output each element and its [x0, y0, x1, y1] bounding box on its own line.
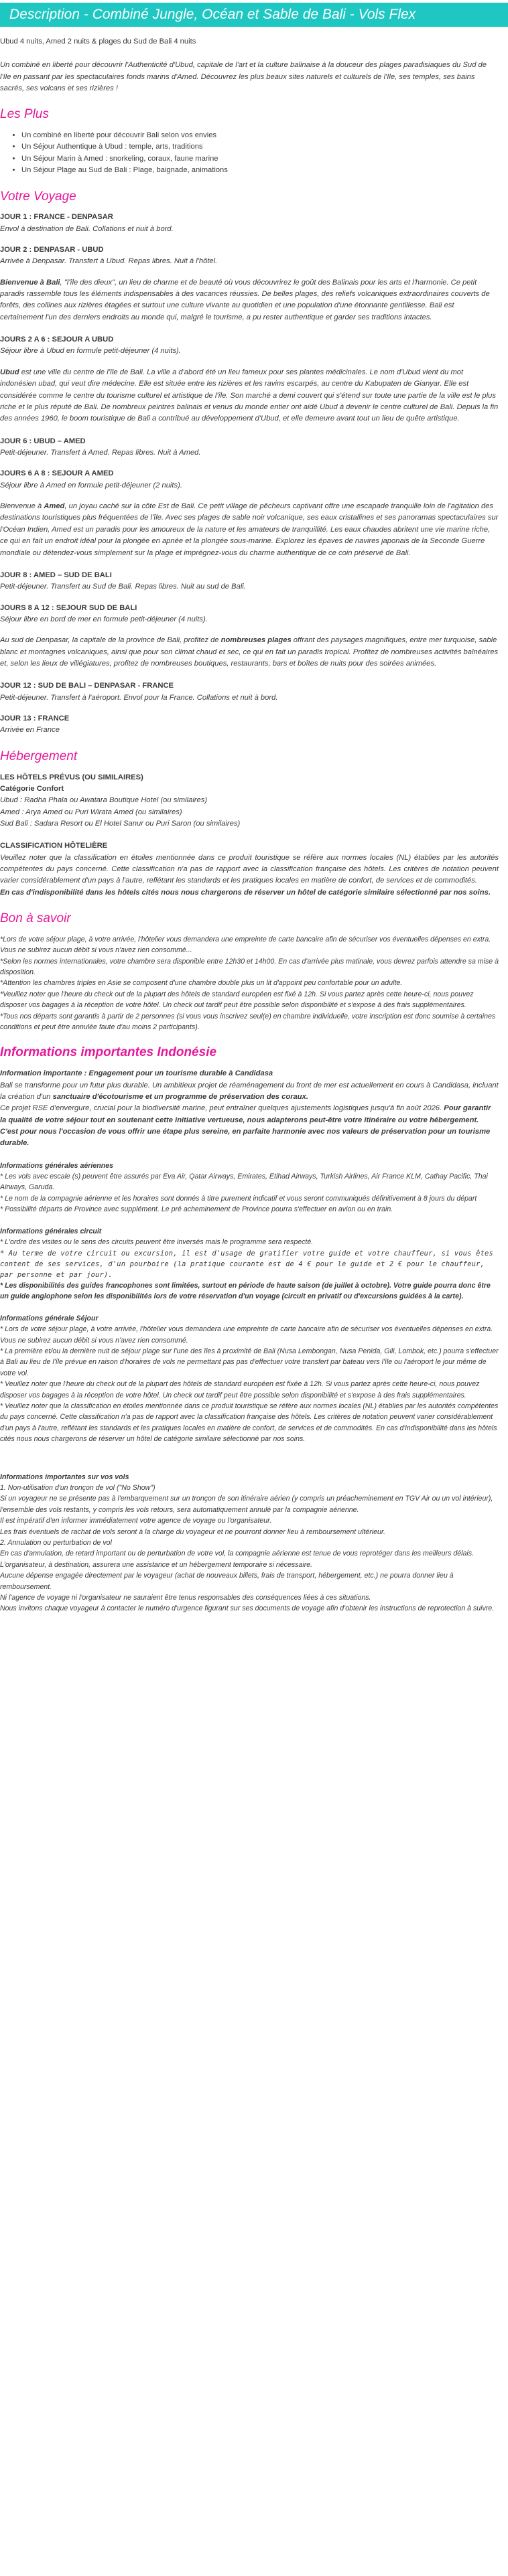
bold-lead: Amed: [44, 502, 65, 511]
aeriennes-line: * Le nom de la compagnie aérienne et les horaires sont donnés à titre purement indicatif et vous seront communiqués définitivement à 8 jours du départ: [0, 1194, 477, 1203]
page-title: Description - Combiné Jungle, Océan et Sable de Bali - Vols Flex: [0, 3, 508, 27]
vols-line: 1. Non-utilisation d'un tronçon de vol ("No Show"): [0, 1483, 155, 1492]
day-text: Envol à destination de Bali. Collations et nuit à bord.: [0, 224, 174, 233]
hotel-line: Ubud : Radha Phala ou Awatara Boutique Hotel (ou similaires): [0, 796, 208, 805]
text-span: Bienvenue à: [0, 502, 44, 511]
day-title: JOUR 13 : FRANCE: [0, 714, 70, 723]
vols-line: L'organisateur, à destination, assurera une assistance et un hébergement temporaire si nécessaire.: [0, 1560, 313, 1569]
circuit-block: [0, 1226, 499, 1302]
sejour-line: * Lors de votre séjour plage, à votre arrivée, l'hôtelier vous demandera une empreinte de carte bancaire afin de sécuriser vos éventuelles dépenses en extra. Vous ne subirez aucun débit si vous n'avez rien consommé.: [0, 1325, 493, 1345]
circuit-line: * L'ordre des visites ou le sens des circuits peuvent être inversés mais le programme sera respecté.: [0, 1238, 314, 1247]
text-span: , un joyau caché sur la côte Est de Bali. Ce petit village de pêcheurs captivant offre une escapade tranquille loin de l'agitation des destinations touristiques plus fréquentées de l'île. Avec ses plages de sable noir volcanique, ses eaux cristallines et ses panoramas spectaculaires sur l'Océan Indien, Amed est un paradis pour les amoureux de la nature et les amateurs de tranquillité. Les eaux chaudes abritent une vie marine riche, ce qui en fait un endroit idéal pour la plongée en apnée et la plongée sous-marine. Explorez les épaves de navires japonais de la Seconde Guerre mondiale ou détendez-vous simplement sur la plage et imprégnez-vous du charme authentique de ce coin préservé de Bali.: [0, 502, 499, 557]
day-title: JOURS 2 A 6 : SEJOUR A UBUD: [0, 335, 114, 344]
sud-description: [0, 635, 499, 670]
vols-line: Nous invitons chaque voyageur à contacter le numéro d'urgence figurant sur ses documents de voyage afin d'obtenir les instructions de reprotection à suivre.: [0, 1604, 495, 1613]
savoir-line: *Selon les normes internationales, votre chambre sera disponible entre 12h30 et 14h00. En cas d'arrivée plus matinale, vous devrez parfois attendre sa mise à disposition.: [0, 957, 499, 977]
aeriennes-title: Informations générales aériennes: [0, 1161, 113, 1170]
vols-title: Informations importantes sur vos vols: [0, 1472, 129, 1481]
aeriennes-block: [0, 1160, 499, 1215]
day-title: JOUR 6 : UBUD – AMED: [0, 437, 86, 445]
section-heading-voyage: Votre Voyage: [0, 189, 76, 204]
savoir-line: *Veuillez noter que l'heure du check out de la plupart des hôtels de standard européen est fixé à 12h. Si vous partez après cette heure-ci, nous pouvez disposer vos bagages à la réception de votre hôtel. Un check out tardif peut être possible selon disponibilité et s'expose à des frais supplémentaires.: [0, 990, 474, 1010]
classification-bold: En cas d'indisponibilité dans les hôtels cités nous nous chargerons de réserver un hôtel de catégorie similaire sélectionné par nos soins.: [0, 888, 491, 897]
bold-text: nombreuses plages: [220, 636, 292, 645]
hotels-title: LES HÔTELS PRÉVUS (OU SIMILAIRES): [0, 773, 143, 781]
day-title: JOUR 8 : AMED – SUD DE BALI: [0, 571, 112, 579]
text-span: Ce projet RSE d'envergure, crucial pour la biodiversité marine, peut entraîner quelques ajustements logistiques jusqu'à fin août 2026.: [0, 1104, 444, 1113]
vols-line: Si un voyageur ne se présente pas à l'embarquement sur un tronçon de son itinéraire aérien (y compris un préacheminement en TGV Air ou un vol intérieur), l'ensemble des vols restants, y compris les vols retours, sera automatiquement annulé par la compagnie aérienne.: [0, 1495, 493, 1514]
day-title: JOUR 2 : DENPASAR - UBUD: [0, 245, 104, 254]
classification-text: Veuillez noter que la classification en étoiles mentionnée dans ce produit touristique se réfère aux normes locales (NL) établies par les autorités compétentes du pays concerné. Cette classification n'a pas de rapport avec la classification française des hôtels. Les critères de notation peuvent varier considérablement d'un pays à l'autre, reflétant les standards et les pratiques locales en matière de confort, de services et de commodités.: [0, 853, 499, 885]
ubud-description: [0, 367, 499, 425]
hotel-category: Catégorie Confort: [0, 784, 64, 793]
engagement-text: [0, 1080, 499, 1104]
list-item: • Un Séjour Marin à Amed : snorkeling, coraux, faune marine: [21, 153, 499, 165]
amed-description: [0, 501, 499, 559]
text-span: offrant des paysages magnifiques, entre mer turquoise, sable blanc et montagnes volcaniques, ainsi que pour son climat chaud et sec, ce qui en fait un paradis tropical. Profitez de nombreuses activités balnéaires et, selon les lieux de villégiatures, profitez de nombreuses boutiques, restaurants, bars et boîtes de nuits pour des soirées animées.: [0, 636, 499, 668]
vols-block: [0, 1472, 499, 1614]
savoir-block: [0, 934, 499, 1033]
day-text: Petit-déjeuner. Transfert au Sud de Bali. Repas libres. Nuit au sud de Bali.: [0, 583, 246, 591]
intro-text: Un combiné en liberté pour découvrir l'Authenticité d'Ubud, capitale de l'art et la culture balinaise à la douceur des plages paradisiaques du Sud de l'Ile en passant par les spectaculaires fonds marins d'Amed. Découvrez les plus beaux sites naturels et culturels de l'Ile, ses temples, ses bains sacrés, ses volcans et ses rizières !: [0, 61, 487, 93]
circuit-line: * Les disponibilités des guides francophones sont limitées, surtout en période de haute saison (de juillet à octobre). Votre guide pourra donc être un guide anglophone selon les disponibilités lors de votre réservation d'un voyage (circuit en privatif ou d'excursions guidées à la carte).: [0, 1281, 491, 1301]
hotel-line: Amed : Arya Amed ou Puri Wirata Amed (ou similaires): [0, 808, 182, 816]
classification-title: CLASSIFICATION HÔTELIÈRE: [0, 842, 108, 850]
bold-text: sanctuaire d'écotourisme et un programme de préservation des coraux.: [52, 1092, 308, 1101]
engagement-text-2: [0, 1103, 499, 1149]
section-heading-savoir: Bon à savoir: [0, 911, 71, 926]
hotels-block: [0, 772, 499, 830]
section-heading-infos: Informations importantes Indonésie: [0, 1045, 217, 1060]
vols-line: En cas d'annulation, de retard important ou de perturbation de votre vol, la compagnie aérienne est tenue de vous reprotéger dans les meilleurs délais.: [0, 1549, 474, 1558]
day-title: JOURS 8 A 12 : SEJOUR SUD DE BALI: [0, 603, 137, 612]
sejour-title: Informations générale Séjour: [0, 1314, 99, 1322]
bold-text: Pour garantir la qualité de votre séjour tout en soutenant cette initiative vertueuse, nous adapterons peut-être votre itinéraire ou votre hébergement. C'est pour nous l'occasion de vous offrir une étape plus sereine, en parfaite harmonie avec nos valeurs de préservation pour un tourisme durable.: [0, 1104, 491, 1148]
day-title: JOURS 6 A 8 : SEJOUR A AMED: [0, 469, 114, 478]
vols-line: Les frais éventuels de rachat de vols seront à la charge du voyageur et ne pourront donner lieu à remboursement ultérieur.: [0, 1527, 385, 1536]
aeriennes-line: * Les vols avec escale (s) peuvent être assurés par Eva Air, Qatar Airways, Emirates, Etihad Airways, Turkish Airlines, Air France KLM, Cathay Pacific, Thai Airways, Garuda.: [0, 1172, 488, 1192]
list-item: • Un Séjour Authentique à Ubud : temple, arts, traditions: [21, 141, 499, 153]
day-title: JOUR 1 : FRANCE - DENPASAR: [0, 213, 113, 222]
aeriennes-line: * Possibilité départs de Province avec supplément. Le pré acheminement de Province pourra s'effectuer en avion ou en train.: [0, 1205, 393, 1214]
savoir-line: *Tous nos départs sont garantis à partir de 2 personnes (si vous vous inscrivez seul(e) en chambre individuelle, votre inscription est donc soumise à certaines conditions et peut être annulée faute d'au moins 2 participants).: [0, 1012, 496, 1032]
text-span: est une ville du centre de l'île de Bali. La ville a d'abord été un lieu fameux pour ses plantes médicinales. Le nom d'Ubud vient du mot indonésien ubad, qui veut dire médecine. Elle est située entre les rizières et les ravins escarpés, au centre du Kabupaten de Gianyar. Elle est considérée comme le centre du tourisme culturel et artistique de l'île. Son marché a demi couvert qui s'étend sur toute une partie de la ville est le plus riche et le plus réputé de Bali. De nombreux peintres balinais et venus du monde entier ont aidé Ubud à devenir le centre culturel de Bali. Depuis la fin des années 1960, le boom touristique de Bali a contribué au développement d'Ubud, et elle demeure avant tout un lieu de quête artistique.: [0, 368, 499, 423]
section-heading-hebergement: Hébergement: [0, 749, 78, 763]
list-item: • Un Séjour Plage au Sud de Bali : Plage, baignade, animations: [21, 165, 499, 176]
hotel-line: Sud Bali : Sadara Resort ou El Hotel Sanur ou Puri Saron (ou similaires): [0, 819, 241, 828]
sejour-line: * La première et/ou la dernière nuit de séjour plage sur l'une des îles à proximité de Bali (Nusa Lembongan, Nusa Penida, Gili, Lombok, etc.) pourra s'effectuer à Bali au lieu de l'île prévue en raison d'horaires de vols ne permettant pas pas d'effectuer votre transfert par bateau vers l'île ou l'aéroport le jour même de votre vol.: [0, 1347, 499, 1377]
classification-block: [0, 840, 499, 899]
vols-line: 2. Annulation ou perturbation de vol: [0, 1539, 112, 1547]
text-span: Bali se transforme pour un futur plus durable. Un ambitieux projet de réaménagement du front de mer est actuellement en cours à Candidasa, incluant la création d'un: [0, 1081, 499, 1101]
list-item: • Un combiné en liberté pour découvrir Bali selon vos envies: [21, 130, 499, 141]
day-text: Séjour libre à Amed en formule petit-déjeuner (2 nuits).: [0, 481, 182, 489]
page: [0, 3, 508, 1652]
sejour-block: [0, 1313, 499, 1445]
subtitle: Ubud 4 nuits, Amed 2 nuits & plages du Sud de Bali 4 nuits: [0, 37, 196, 46]
engagement-block: [0, 1068, 499, 1150]
day-text: Séjour libre à Ubud en formule petit-déjeuner (4 nuits).: [0, 347, 181, 356]
sejour-line: * Veuillez noter que l'heure du check out de la plupart des hôtels de standard européen est fixée à 12h. Si vous partez après cette heure-ci, nous pouvez disposer vos bagages à la réception de votre hôtel. Un check out tardif peut être possible selon disponibilité et s'expose à des frais supplémentaires.: [0, 1380, 480, 1399]
savoir-line: *Lors de votre séjour plage, à votre arrivée, l'hôtelier vous demandera une empreinte de carte bancaire afin de sécuriser vos éventuelles dépenses en extra. Vous ne subirez aucun débit si vous n'avez rien consommé...: [0, 935, 491, 955]
day-text: Petit-déjeuner. Transfert à l'aéroport. Envol pour la France. Collations et nuit à bord.: [0, 693, 278, 702]
engagement-title: Information importante : Engagement pour un tourisme durable à Candidasa: [0, 1069, 273, 1078]
text-span: , "l'île des dieux", un lieu de charme et de beauté où vous découvrirez le goût des Balinais pour les arts et l'harmonie. Ce petit paradis rassemble tous les éléments indispensables à des vacances réussies. De belles plages, des reliefs volcaniques extraordinaires couverts de forêts, des collines aux rizières étagées et surtout une culture vivante au quotidien et une population d'une étonnante gentillesse. Bali est certainement l'un des derniers endroits au monde qui, malgré le tourisme, a pu rester authentique et garder ses traditions intactes.: [0, 278, 490, 321]
text-span: Au sud de Denpasar, la capitale de la province de Bali, profitez de: [0, 636, 221, 645]
vols-line: Il est impératif d'en informer immédiatement votre agence de voyage ou l'organisateur.: [0, 1517, 272, 1525]
content: [0, 36, 508, 1614]
day-text: Séjour libre en bord de mer en formule petit-déjeuner (4 nuits).: [0, 615, 208, 623]
day-text: Arrivée à Denpasar. Transfert à Ubud. Repas libres. Nuit à l'hôtel.: [0, 257, 218, 266]
day-title: JOUR 12 : SUD DE BALI – DENPASAR - FRANCE: [0, 682, 174, 690]
day-text: Petit-déjeuner. Transfert à Amed. Repas libres. Nuit à Amed.: [0, 449, 201, 457]
sejour-line: * Veuillez noter que la classification en étoiles mentionnée dans ce produit touristique se réfère aux normes locales (NL) établies par les autorités compétentes du pays concerné. Cette classification n'a pas de rapport avec la classification française des hôtels. Les critères de notation peuvent varier considérablement d'un pays à l'autre, reflétant les standards et les pratiques locales en matière de confort, de services et de commodités. En cas d'indisponibilité dans les hôtels cités nous nous chargerons de réserver un hôtel de catégorie similaire sélectionné par nos soins.: [0, 1401, 499, 1444]
vols-line: Ni l'agence de voyage ni l'organisateur ne sauraient être tenus responsables des conséquences liées à ces situations.: [0, 1594, 371, 1602]
section-heading-plus: Les Plus: [0, 107, 49, 122]
savoir-line: *Attention les chambres triples en Asie se composent d'une chambre double plus un lit d'appoint peu confortable pour un adulte.: [0, 979, 403, 988]
bold-lead: Bienvenue à Bali: [0, 278, 60, 287]
bali-description: [0, 277, 499, 323]
day-text: Arrivée en France: [0, 726, 60, 735]
bold-lead: Ubud: [0, 368, 19, 376]
vols-line: Aucune dépense engagée directement par le voyageur (achat de nouveaux billets, frais de transport, hébergement, etc.) ne pourra donner lieu à remboursement.: [0, 1572, 454, 1591]
circuit-line: * Au terme de votre circuit ou excursion, il est d'usage de gratifier votre guide et votre chauffeur, si vous êtes content de ses services, d'un pourboire (la pratique courante est de 4 € pour le guide et 2 € pour le chauffeur, par personne et par jour).: [0, 1249, 493, 1279]
plus-list: [0, 130, 499, 176]
circuit-title: Informations générales circuit: [0, 1227, 102, 1235]
